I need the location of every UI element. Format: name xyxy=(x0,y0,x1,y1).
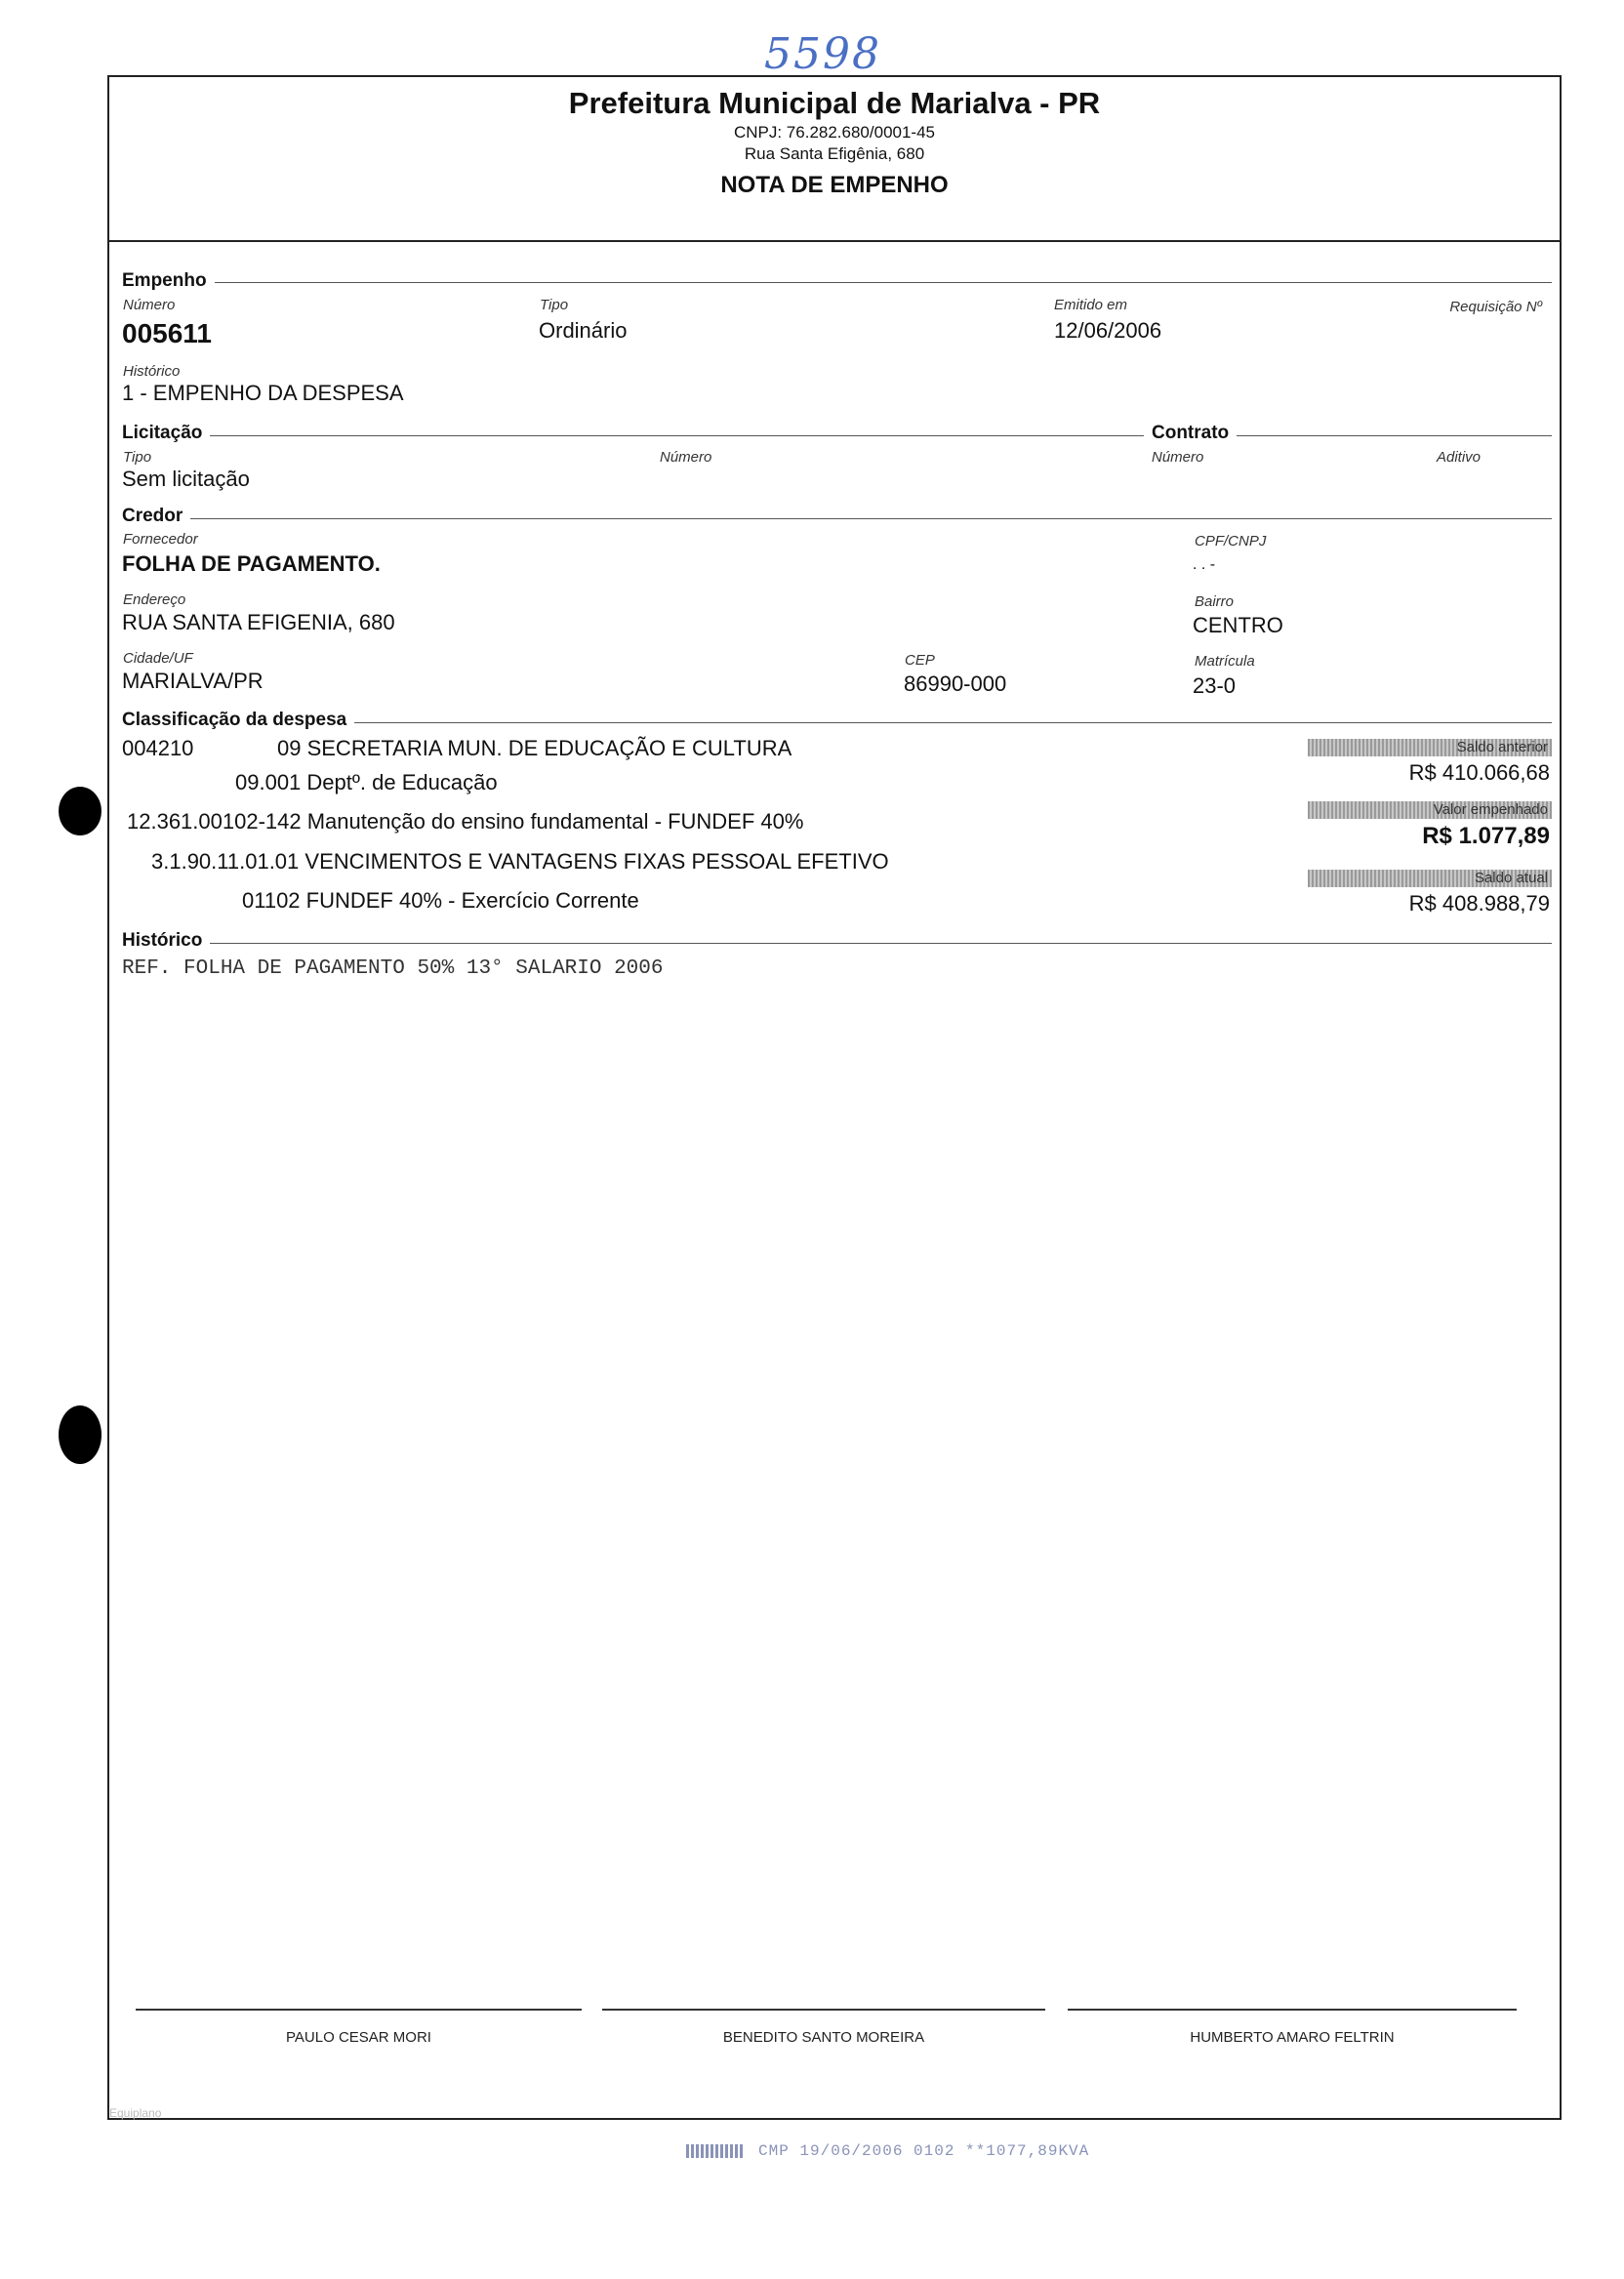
empenho-numero: 005611 xyxy=(122,318,212,348)
matricula-label: Matrícula xyxy=(1195,653,1255,670)
cnpj-line: CNPJ: 76.282.680/0001-45 xyxy=(733,123,936,142)
stamp-text: CMP 19/06/2006 0102 **1077,89KVA xyxy=(758,2142,1090,2160)
classificacao-section-title: Classificação da despesa xyxy=(122,710,354,731)
empenho-numero-label: Número xyxy=(123,297,176,313)
credor-rule xyxy=(122,518,1552,519)
cpf-cnpj-label: CPF/CNPJ xyxy=(1195,533,1267,549)
matricula: 23-0 xyxy=(1193,673,1237,698)
endereco: RUA SANTA EFIGENIA, 680 xyxy=(122,610,395,634)
signature-name-1: PAULO CESAR MORI xyxy=(286,2029,431,2046)
empenho-historico-label: Histórico xyxy=(123,363,181,380)
empenho-historico: 1 - EMPENHO DA DESPESA xyxy=(122,381,404,405)
punch-hole-bottom xyxy=(59,1405,102,1464)
cep-label: CEP xyxy=(905,652,935,669)
credor-section-title: Credor xyxy=(122,506,190,527)
handwritten-page-number: 5598 xyxy=(764,29,881,79)
emitido-em: 12/06/2006 xyxy=(1054,318,1162,343)
saldo-anterior: R$ 410.066,68 xyxy=(1408,760,1550,785)
empenho-section-title: Empenho xyxy=(122,270,215,292)
payment-stamp xyxy=(686,2142,1089,2160)
cep: 86990-000 xyxy=(904,671,1007,696)
stamp-mark-icon xyxy=(686,2144,743,2158)
saldo-atual: R$ 408.988,79 xyxy=(1408,891,1550,916)
software-footer: Equiplano xyxy=(109,2106,162,2120)
empenho-tipo-label: Tipo xyxy=(540,297,569,313)
cidade-uf: MARIALVA/PR xyxy=(122,669,264,693)
empenho-rule xyxy=(122,282,1552,283)
empenho-tipo: Ordinário xyxy=(539,318,628,343)
licitacao-tipo: Sem licitação xyxy=(122,467,250,491)
signature-line-3 xyxy=(1068,2009,1517,2011)
address-line: Rua Santa Efigênia, 680 xyxy=(744,144,925,163)
document-title: NOTA DE EMPENHO xyxy=(720,172,949,198)
bairro: CENTRO xyxy=(1193,613,1283,637)
valor-empenhado-label: Valor empenhado xyxy=(1433,801,1548,818)
licitacao-rule xyxy=(122,435,1552,436)
classificacao-elemento: 3.1.90.11.01.01 VENCIMENTOS E VANTAGENS FIXAS PESSOAL EFETIVO xyxy=(151,849,889,874)
municipality-title: Prefeitura Municipal de Marialva - PR xyxy=(568,86,1101,120)
historico-section-title: Histórico xyxy=(122,930,210,952)
punch-hole-top xyxy=(59,787,102,835)
endereco-label: Endereço xyxy=(123,591,186,608)
classificacao-unidade: 09.001 Deptº. de Educação xyxy=(235,770,498,794)
contrato-numero-label: Número xyxy=(1152,449,1204,466)
cidade-uf-label: Cidade/UF xyxy=(123,650,193,667)
classificacao-fonte: 01102 FUNDEF 40% - Exercício Corrente xyxy=(242,888,639,913)
saldo-anterior-label: Saldo anterior xyxy=(1456,739,1548,755)
saldo-atual-label: Saldo atual xyxy=(1474,870,1548,886)
licitacao-section-title: Licitação xyxy=(122,423,210,444)
classificacao-programa: 12.361.00102-142 Manutenção do ensino fundamental - FUNDEF 40% xyxy=(127,809,804,834)
valor-empenhado: R$ 1.077,89 xyxy=(1422,823,1550,849)
signature-name-2: BENEDITO SANTO MOREIRA xyxy=(722,2029,925,2046)
historico-text: REF. FOLHA DE PAGAMENTO 50% 13° SALARIO 2006 xyxy=(122,957,664,980)
licitacao-numero-label: Número xyxy=(660,449,712,466)
signature-line-2 xyxy=(602,2009,1045,2011)
header xyxy=(107,86,1562,199)
emitido-em-label: Emitido em xyxy=(1054,297,1128,313)
classificacao-code: 004210 xyxy=(122,736,194,760)
cpf-cnpj: . . - xyxy=(1193,556,1216,573)
bairro-label: Bairro xyxy=(1195,593,1235,610)
fornecedor: FOLHA DE PAGAMENTO. xyxy=(122,551,381,576)
requisicao-label: Requisição Nº xyxy=(1449,299,1542,315)
signature-line-1 xyxy=(136,2009,582,2011)
contrato-section-title: Contrato xyxy=(1144,423,1237,444)
header-divider xyxy=(107,240,1562,242)
contrato-aditivo-label: Aditivo xyxy=(1437,449,1482,466)
fornecedor-label: Fornecedor xyxy=(123,531,198,548)
signature-name-3: HUMBERTO AMARO FELTRIN xyxy=(1190,2029,1395,2046)
licitacao-tipo-label: Tipo xyxy=(123,449,152,466)
classificacao-orgao: 09 SECRETARIA MUN. DE EDUCAÇÃO E CULTURA xyxy=(277,736,792,760)
historico-rule xyxy=(122,943,1552,944)
